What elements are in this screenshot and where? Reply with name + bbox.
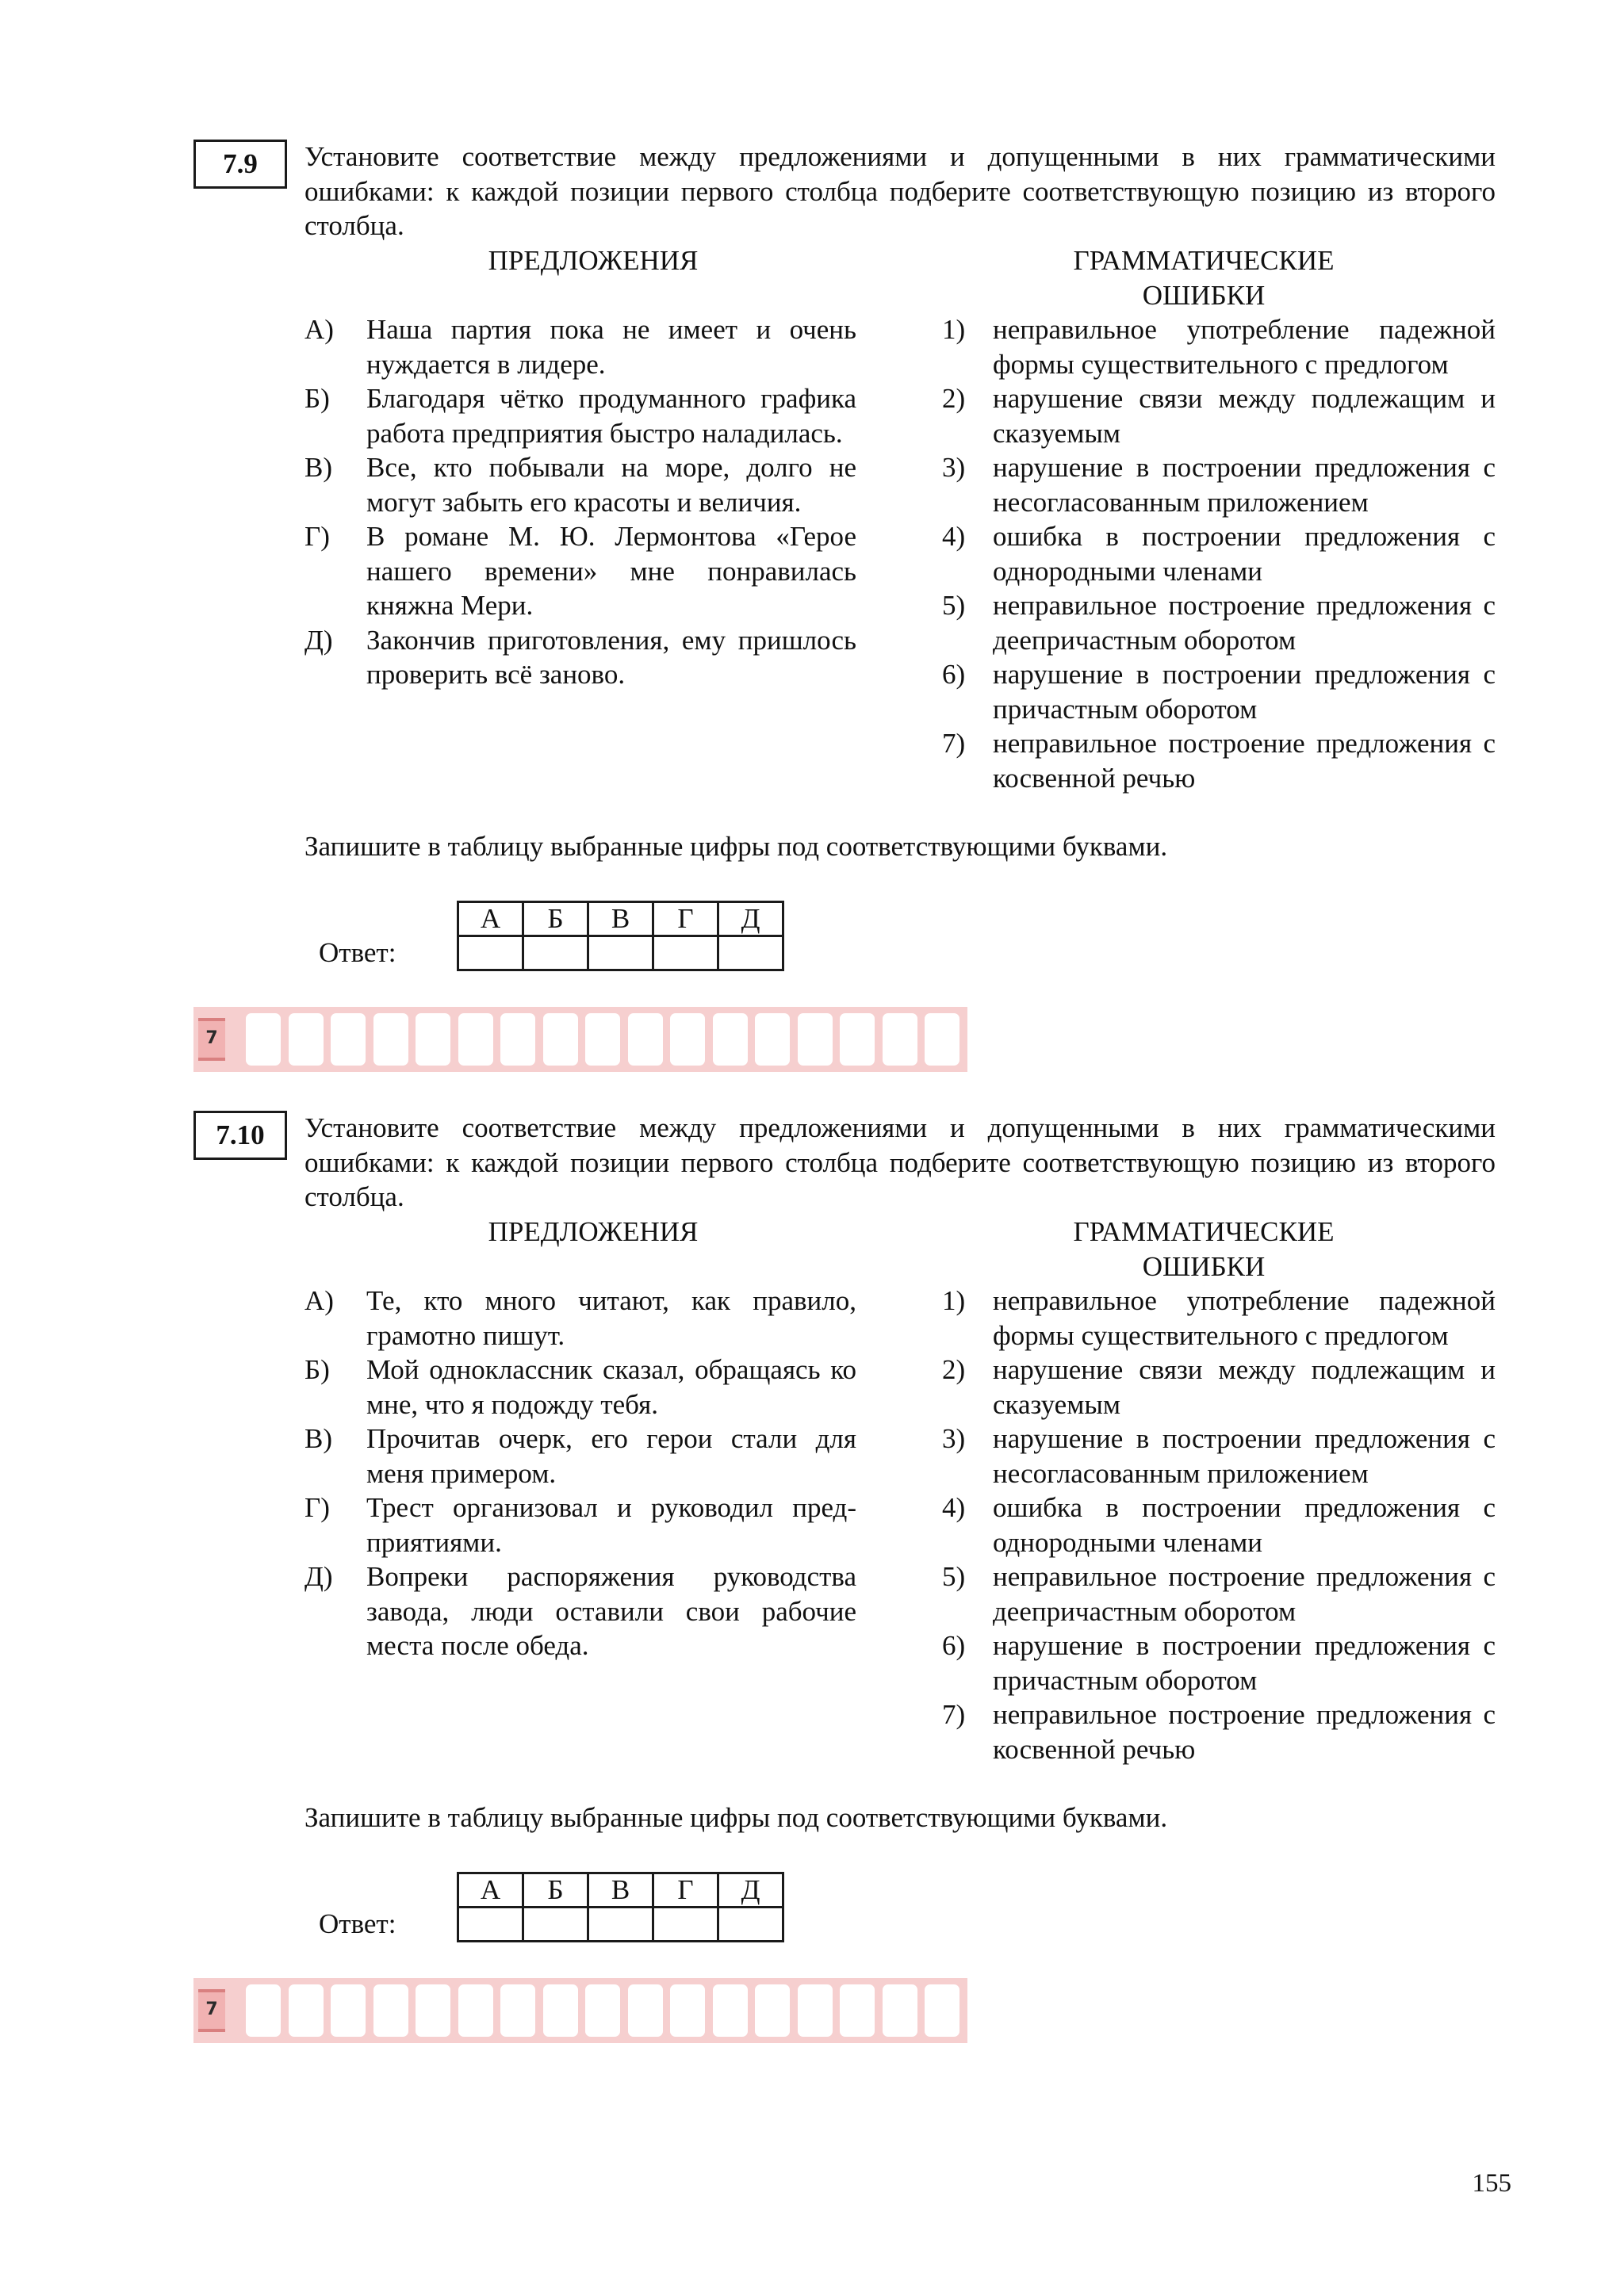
answer-form-box[interactable] <box>925 1013 959 1066</box>
item-label: 6) <box>942 1630 966 1661</box>
answer-form-box[interactable] <box>289 1013 324 1066</box>
item-text: Вопреки распоряжения руководства завода, люди оставили свои рабочие места после обеда. <box>366 1561 856 1661</box>
item-label: Б) <box>304 383 330 414</box>
answer-column-header: Д <box>718 902 783 936</box>
table-instruction: Запишите в таблицу выбранные цифры под соответствующими буквами. <box>304 831 1168 862</box>
item-text: неправильное употребление падежной формы существительного с предлогом <box>993 1285 1496 1351</box>
sentences-list <box>304 312 856 692</box>
sentence-item <box>304 381 856 450</box>
error-item <box>942 1559 1496 1628</box>
item-label: Г) <box>304 1492 330 1523</box>
item-text: Мой одноклассник сказал, обращаясь ко мне, что я подожду тебя. <box>366 1354 856 1420</box>
answer-input-row <box>458 1908 783 1942</box>
answer-cell-a[interactable] <box>458 936 523 970</box>
answer-column-header: В <box>588 1873 653 1908</box>
sentences-list <box>304 1284 856 1663</box>
error-item <box>942 1697 1496 1766</box>
item-label: 5) <box>942 1561 966 1592</box>
error-item <box>942 1353 1496 1422</box>
error-item <box>942 1284 1496 1353</box>
sentence-item <box>304 1284 856 1353</box>
answer-form-box[interactable] <box>416 1013 450 1066</box>
error-item <box>942 588 1496 657</box>
item-text: ошибка в построении предложения с однородными членами <box>993 521 1496 587</box>
item-text: Благодаря чётко продуманного графика работа предприятия быстро наладилась. <box>366 383 856 449</box>
answer-cell-g[interactable] <box>653 1908 718 1942</box>
answer-column-header: Д <box>718 1873 783 1908</box>
answer-label: Ответ: <box>319 1908 396 1939</box>
answer-form-box[interactable] <box>670 1013 705 1066</box>
answer-form-box[interactable] <box>840 1984 875 2037</box>
sentence-item <box>304 450 856 519</box>
answer-form-box[interactable] <box>331 1013 366 1066</box>
answer-cell-b[interactable] <box>523 936 588 970</box>
sentence-item <box>304 519 856 623</box>
task-number: 7.10 <box>193 1111 287 1160</box>
answer-form-strip <box>193 1007 967 1072</box>
answer-form-box[interactable] <box>713 1984 748 2037</box>
task-7-9 <box>0 140 1624 1107</box>
errors-heading: ГРАММАТИЧЕСКИЕ ОШИБКИ <box>1073 245 1335 311</box>
item-text: неправильное употребление падежной формы существительного с предлогом <box>993 314 1496 380</box>
strip-number: 7 <box>198 1018 225 1061</box>
item-label: 1) <box>942 1285 966 1316</box>
answer-label: Ответ: <box>319 937 396 968</box>
item-label: Г) <box>304 521 330 552</box>
answer-cell-v[interactable] <box>588 1908 653 1942</box>
item-label: 5) <box>942 590 966 621</box>
answer-form-box[interactable] <box>543 1013 578 1066</box>
answer-form-box[interactable] <box>331 1984 366 2037</box>
item-text: неправильное построение предложения с косвенной речью <box>993 1699 1496 1765</box>
sentence-item <box>304 1422 856 1490</box>
error-item <box>942 1628 1496 1697</box>
answer-form-box[interactable] <box>798 1984 833 2037</box>
item-label: 6) <box>942 659 966 690</box>
answer-column-header: В <box>588 902 653 936</box>
item-text: Прочитав очерк, его герои стали для меня примером. <box>366 1423 856 1489</box>
answer-form-box[interactable] <box>585 1013 620 1066</box>
answer-form-box[interactable] <box>585 1984 620 2037</box>
item-text: нарушение в построении предложения с причастным оборотом <box>993 659 1496 725</box>
error-item <box>942 381 1496 450</box>
answer-cell-b[interactable] <box>523 1908 588 1942</box>
item-label: А) <box>304 314 334 345</box>
sentences-heading: ПРЕДЛОЖЕНИЯ <box>488 245 699 276</box>
item-text: нарушение связи между подлежащим и сказуемым <box>993 1354 1496 1420</box>
item-label: А) <box>304 1285 334 1316</box>
answer-input-row <box>458 936 783 970</box>
item-text: ошибка в построении предложения с однородными членами <box>993 1492 1496 1558</box>
answer-column-header: Г <box>653 1873 718 1908</box>
answer-form-box[interactable] <box>670 1984 705 2037</box>
table-instruction: Запишите в таблицу выбранные цифры под соответствующими буквами. <box>304 1802 1168 1833</box>
item-label: Д) <box>304 624 333 656</box>
item-text: нарушение связи между подлежащим и сказуемым <box>993 383 1496 449</box>
sentence-item <box>304 1490 856 1559</box>
answer-column-header: А <box>458 1873 523 1908</box>
sentence-item <box>304 1353 856 1422</box>
answer-header-row <box>458 902 783 936</box>
error-item <box>942 519 1496 588</box>
item-text: неправильное построение предложения с косвенной речью <box>993 728 1496 794</box>
error-item <box>942 1490 1496 1559</box>
answer-column-header: Б <box>523 902 588 936</box>
item-label: 2) <box>942 383 966 414</box>
answer-column-header: Б <box>523 1873 588 1908</box>
item-label: 7) <box>942 1699 966 1730</box>
error-item <box>942 1422 1496 1490</box>
item-text: В романе М. Ю. Лермонтова «Герое нашего времени» мне понравилась княжна Мери. <box>366 521 856 621</box>
answer-cell-v[interactable] <box>588 936 653 970</box>
item-label: Б) <box>304 1354 330 1385</box>
answer-column-header: А <box>458 902 523 936</box>
answer-cell-d[interactable] <box>718 1908 783 1942</box>
answer-form-box[interactable] <box>628 1984 663 2037</box>
strip-number: 7 <box>198 1989 225 2032</box>
item-label: 3) <box>942 1423 966 1454</box>
item-label: 4) <box>942 1492 966 1523</box>
answer-form-box[interactable] <box>416 1984 450 2037</box>
answer-form-box[interactable] <box>373 1013 408 1066</box>
answer-form-box[interactable] <box>883 1984 917 2037</box>
item-text: нарушение в построении предложения с несогласованным приложением <box>993 1423 1496 1489</box>
item-text: нарушение в построении предложения с причастным оборотом <box>993 1630 1496 1696</box>
item-label: 2) <box>942 1354 966 1385</box>
answer-form-box[interactable] <box>289 1984 324 2037</box>
answer-header-row <box>458 1873 783 1908</box>
item-label: 3) <box>942 452 966 483</box>
answer-cell-a[interactable] <box>458 1908 523 1942</box>
answer-table <box>457 901 784 971</box>
answer-form-box[interactable] <box>246 1984 281 2037</box>
errors-list <box>942 1284 1496 1766</box>
sentences-heading: ПРЕДЛОЖЕНИЯ <box>488 1216 699 1247</box>
item-text: Те, кто много читают, как правило, грамотно пишут. <box>366 1285 856 1351</box>
answer-form-box[interactable] <box>798 1013 833 1066</box>
error-item <box>942 450 1496 519</box>
error-item <box>942 312 1496 381</box>
task-instructions: Установите соответствие между предложениями и допущенными в них грамматическими ошибками: к каждой позиции первого столбца подберите соответствующую позицию из второго столбца. <box>304 1112 1496 1212</box>
answer-form-box[interactable] <box>883 1013 917 1066</box>
answer-form-box[interactable] <box>628 1013 663 1066</box>
error-item <box>942 726 1496 795</box>
answer-form-box[interactable] <box>500 1984 535 2037</box>
item-text: неправильное построение предложения с деепричастным оборотом <box>993 1561 1496 1627</box>
item-text: Закончив приготовления, ему пришлось проверить всё заново. <box>366 624 856 690</box>
item-label: В) <box>304 1423 332 1454</box>
error-item <box>942 657 1496 726</box>
item-label: 7) <box>942 728 966 759</box>
answer-form-box[interactable] <box>840 1013 875 1066</box>
answer-form-strip <box>193 1978 967 2043</box>
page-number: 155 <box>1472 2169 1511 2198</box>
task-number: 7.9 <box>193 140 287 189</box>
answer-form-box[interactable] <box>500 1013 535 1066</box>
answer-form-box[interactable] <box>246 1013 281 1066</box>
task-instructions: Установите соответствие между предложениями и допущенными в них грамматическими ошибками: к каждой позиции первого столбца подберите соответствующую позицию из второго столбца. <box>304 141 1496 241</box>
task-7-10 <box>0 1111 1624 2078</box>
answer-form-box[interactable] <box>925 1984 959 2037</box>
errors-heading: ГРАММАТИЧЕСКИЕ ОШИБКИ <box>1073 1216 1335 1282</box>
sentence-item <box>304 1559 856 1663</box>
item-text: Все, кто побывали на море, долго не могут забыть его красоты и величия. <box>366 452 856 518</box>
answer-column-header: Г <box>653 902 718 936</box>
errors-list <box>942 312 1496 795</box>
item-label: Д) <box>304 1561 333 1592</box>
answer-cell-g[interactable] <box>653 936 718 970</box>
item-label: 4) <box>942 521 966 552</box>
sentence-item <box>304 623 856 692</box>
item-text: Трест организовал и руководил предприятиями. <box>366 1492 856 1558</box>
item-text: Наша партия пока не имеет и очень нуждается в лидере. <box>366 314 856 380</box>
item-text: нарушение в построении предложения с несогласованным приложением <box>993 452 1496 518</box>
answer-form-box[interactable] <box>373 1984 408 2037</box>
sentence-item <box>304 312 856 381</box>
answer-form-box[interactable] <box>755 1013 790 1066</box>
answer-table <box>457 1872 784 1942</box>
item-label: 1) <box>942 314 966 345</box>
answer-form-box[interactable] <box>713 1013 748 1066</box>
answer-form-box[interactable] <box>543 1984 578 2037</box>
answer-form-box[interactable] <box>458 1984 493 2037</box>
answer-form-box[interactable] <box>458 1013 493 1066</box>
answer-cell-d[interactable] <box>718 936 783 970</box>
answer-form-box[interactable] <box>755 1984 790 2037</box>
item-text: неправильное построение предложения с деепричастным оборотом <box>993 590 1496 656</box>
item-label: В) <box>304 452 332 483</box>
